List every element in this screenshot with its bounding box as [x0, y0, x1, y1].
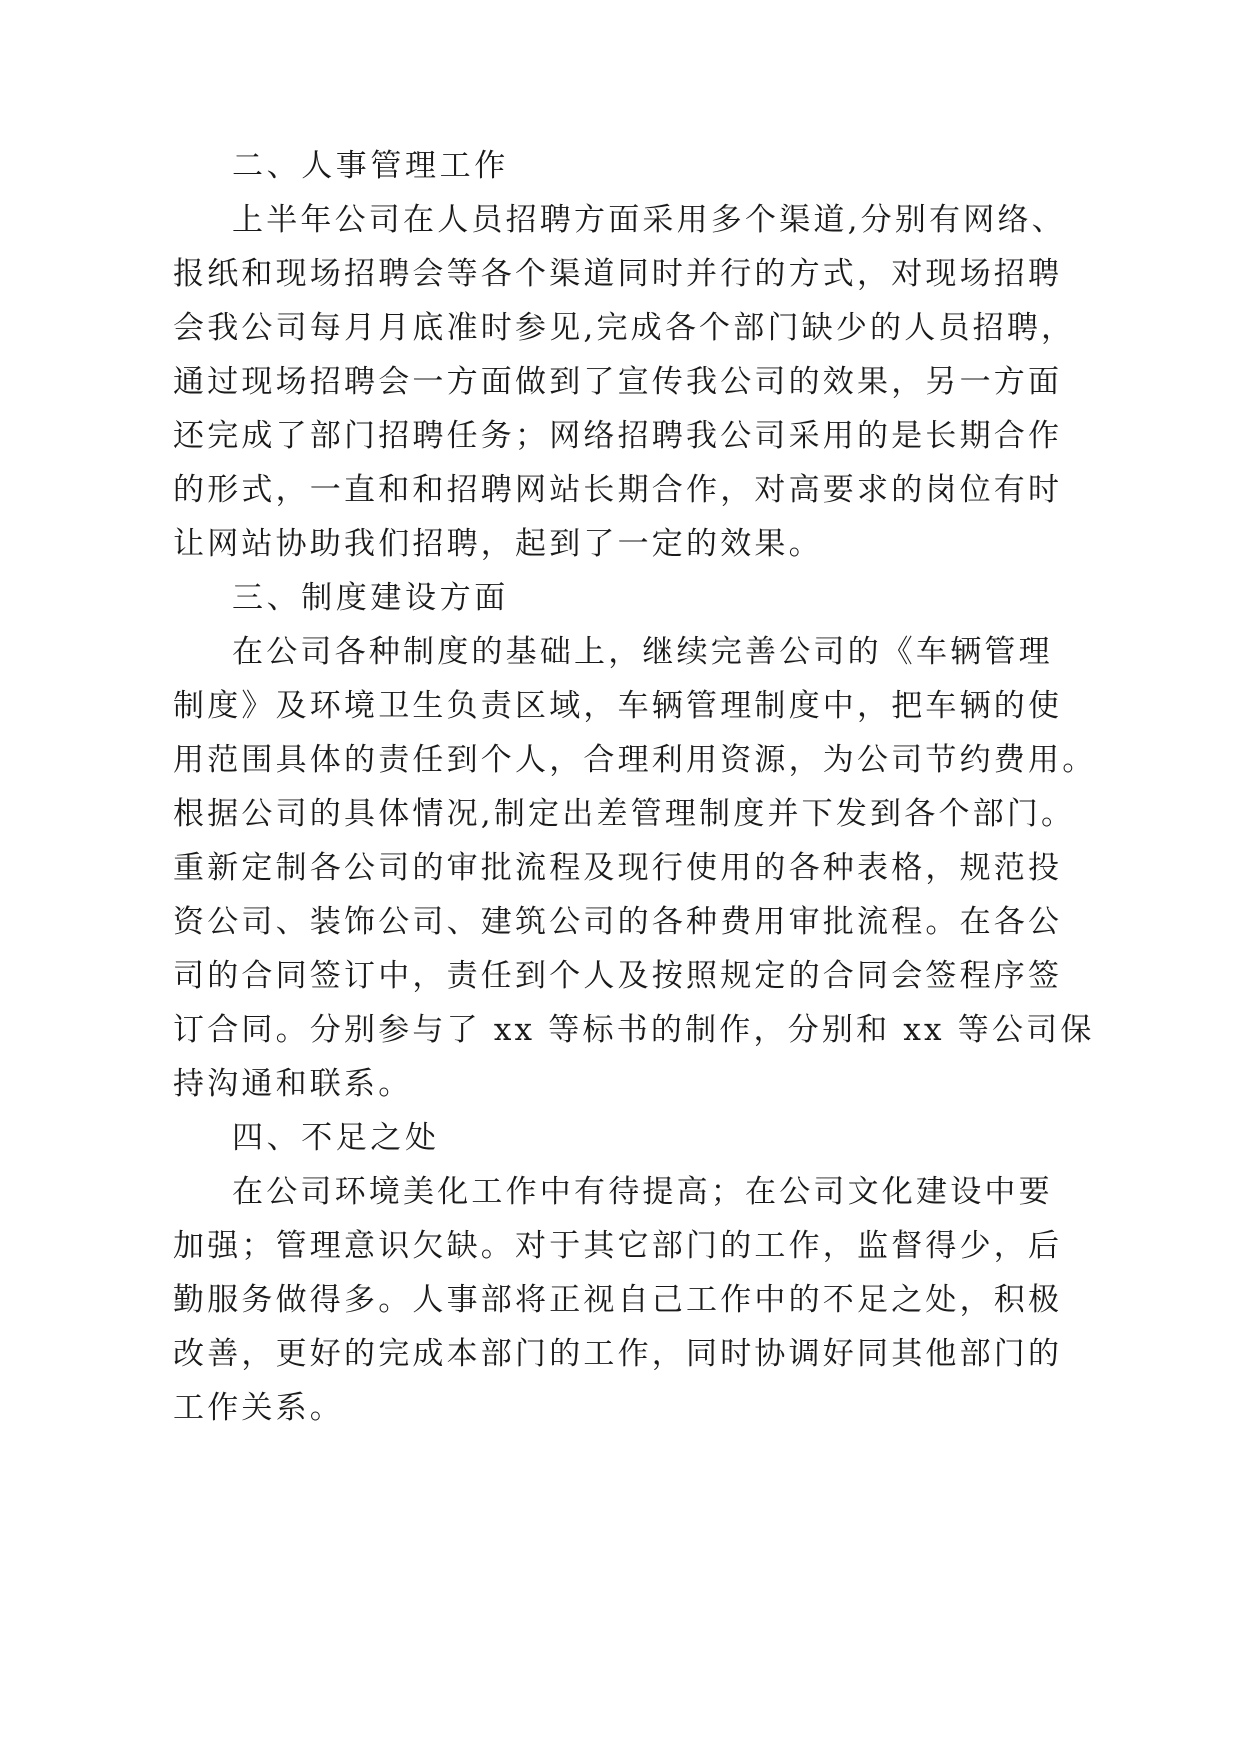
paragraph-line: 让网站协助我们招聘，起到了一定的效果。	[173, 526, 823, 562]
section-heading-system: 三、制度建设方面	[232, 580, 509, 616]
paragraph-line: 会我公司每月月底准时参见,完成各个部门缺少的人员招聘，	[173, 310, 1076, 346]
paragraph-line: 通过现场招聘会一方面做到了宣传我公司的效果，另一方面	[173, 364, 1063, 400]
paragraph-line: 司的合同签订中，责任到个人及按照规定的合同会签程序签	[173, 958, 1063, 994]
paragraph-line: 还完成了部门招聘任务；网络招聘我公司采用的是长期合作	[173, 418, 1063, 454]
paragraph-line: 根据公司的具体情况,制定出差管理制度并下发到各个部门。	[173, 796, 1076, 832]
paragraph-line: 持沟通和联系。	[173, 1066, 413, 1102]
paragraph-line: 工作关系。	[173, 1390, 344, 1426]
paragraph-line: 上半年公司在人员招聘方面采用多个渠道,分别有网络、	[232, 202, 1066, 238]
paragraph-line: 制度》及环境卫生负责区域，车辆管理制度中，把车辆的使	[173, 688, 1063, 724]
paragraph-line: 改善，更好的完成本部门的工作，同时协调好同其他部门的	[173, 1336, 1063, 1372]
paragraph-line: 资公司、装饰公司、建筑公司的各种费用审批流程。在各公	[173, 904, 1063, 940]
paragraph-line: 订合同。分别参与了 xx 等标书的制作，分别和 xx 等公司保	[173, 1012, 1095, 1048]
paragraph-line: 用范围具体的责任到个人，合理利用资源，为公司节约费用。	[173, 742, 1097, 778]
section-heading-personnel: 二、人事管理工作	[232, 148, 509, 184]
paragraph-line: 在公司各种制度的基础上，继续完善公司的《车辆管理	[232, 634, 1053, 670]
paragraph-line: 的形式，一直和和招聘网站长期合作，对高要求的岗位有时	[173, 472, 1063, 508]
paragraph-line: 报纸和现场招聘会等各个渠道同时并行的方式，对现场招聘	[173, 256, 1063, 292]
section-heading-shortcomings: 四、不足之处	[232, 1120, 440, 1156]
paragraph-line: 在公司环境美化工作中有待提高；在公司文化建设中要	[232, 1174, 1053, 1210]
paragraph-line: 加强；管理意识欠缺。对于其它部门的工作，监督得少，后	[173, 1228, 1063, 1264]
paragraph-line: 重新定制各公司的审批流程及现行使用的各种表格，规范投	[173, 850, 1063, 886]
paragraph-line: 勤服务做得多。人事部将正视自己工作中的不足之处，积极	[173, 1282, 1063, 1318]
